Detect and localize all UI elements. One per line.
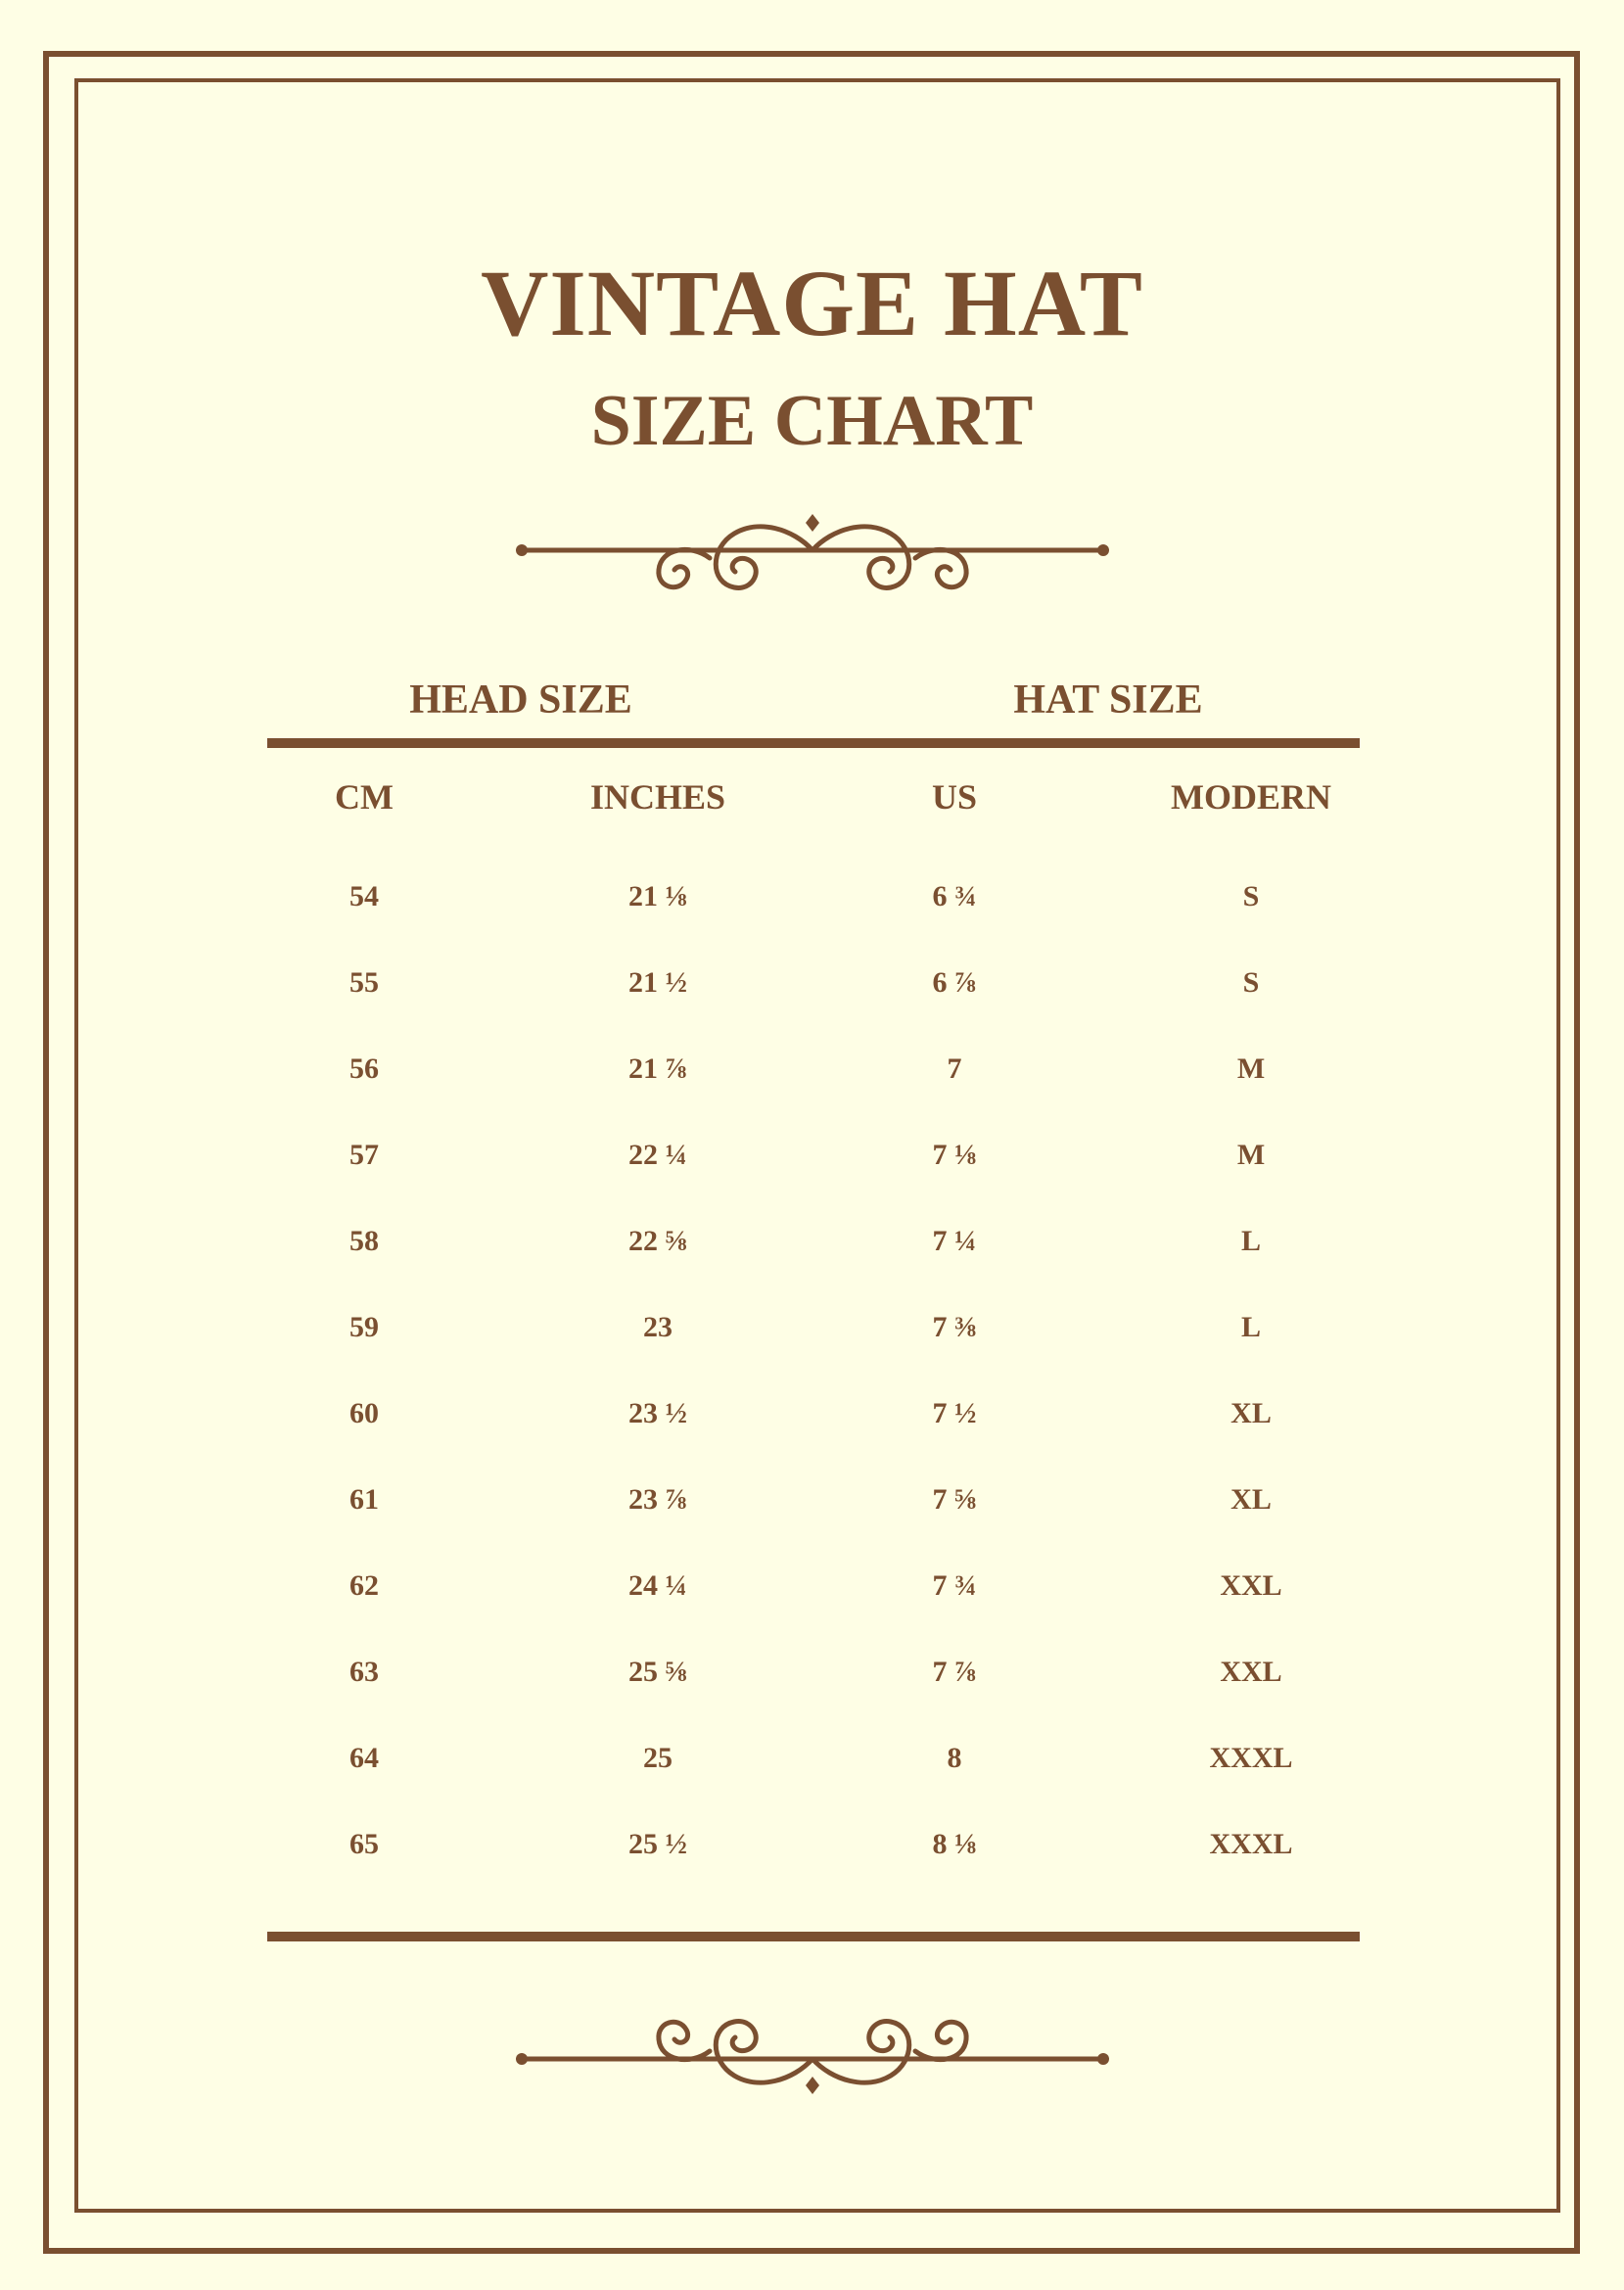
- table-cell-cm: 61: [349, 1483, 379, 1516]
- table-cell-cm: 54: [349, 880, 379, 912]
- table-cell-us: 7 ½: [932, 1397, 977, 1429]
- table-cell-modern: M: [1236, 1139, 1266, 1171]
- table-cell-modern: XXL: [1220, 1656, 1282, 1688]
- table-cell-modern: XL: [1230, 1397, 1272, 1429]
- table-cell-us: 8 ⅛: [932, 1828, 977, 1860]
- table-cell-modern: S: [1242, 966, 1260, 999]
- table-cell-inches: 22 ¼: [628, 1139, 687, 1171]
- flourish-ornament-bottom: [514, 1992, 1111, 2100]
- table-cell-modern: XXXL: [1209, 1742, 1293, 1774]
- table-cell-us: 7 ⅝: [932, 1483, 977, 1516]
- table-cell-cm: 65: [349, 1828, 379, 1860]
- table-top-rule: [267, 738, 1360, 748]
- table-cell-cm: 63: [349, 1656, 379, 1688]
- table-cell-inches: 25 ⅝: [628, 1656, 687, 1688]
- table-cell-us: 8: [947, 1742, 962, 1774]
- table-cell-cm: 55: [349, 966, 379, 999]
- table-cell-cm: 59: [349, 1311, 379, 1343]
- table-cell-modern: M: [1236, 1052, 1266, 1085]
- table-bottom-rule: [267, 1932, 1360, 1941]
- page-title: VINTAGE HAT: [481, 251, 1143, 355]
- table-cell-cm: 56: [349, 1052, 379, 1085]
- table-cell-cm: 62: [349, 1569, 379, 1602]
- table-cell-inches: 21 ⅛: [628, 880, 687, 912]
- table-cell-modern: L: [1240, 1311, 1261, 1343]
- table-cell-modern: XL: [1230, 1483, 1272, 1516]
- table-cell-cm: 64: [349, 1742, 379, 1774]
- table-cell-inches: 24 ¼: [628, 1569, 687, 1602]
- column-header-modern: MODERN: [1171, 777, 1331, 817]
- table-cell-inches: 23 ½: [628, 1397, 687, 1429]
- page-subtitle: SIZE CHART: [590, 381, 1034, 461]
- table-cell-us: 6 ⅞: [932, 966, 977, 999]
- table-cell-us: 6 ¾: [932, 880, 977, 912]
- table-cell-us: 7 ⅜: [932, 1311, 977, 1343]
- flourish-ornament-top: [514, 499, 1111, 607]
- hat-size-header: HAT SIZE: [1013, 678, 1203, 723]
- column-header-cm: CM: [335, 777, 394, 817]
- table-cell-cm: 60: [349, 1397, 379, 1429]
- table-cell-modern: XXL: [1220, 1569, 1282, 1602]
- table-cell-us: 7 ¾: [932, 1569, 977, 1602]
- table-cell-us: 7 ⅛: [932, 1139, 977, 1171]
- table-cell-modern: L: [1240, 1225, 1261, 1257]
- table-cell-modern: S: [1242, 880, 1260, 912]
- table-cell-inches: 21 ⅞: [628, 1052, 687, 1085]
- column-header-us: US: [931, 777, 978, 817]
- table-cell-us: 7 ¼: [932, 1225, 977, 1257]
- table-cell-inches: 25 ½: [628, 1828, 687, 1860]
- column-header-inches: INCHES: [589, 777, 726, 817]
- table-cell-inches: 23: [643, 1311, 673, 1343]
- table-cell-us: 7 ⅞: [932, 1656, 977, 1688]
- table-cell-inches: 22 ⅝: [628, 1225, 687, 1257]
- table-cell-cm: 58: [349, 1225, 379, 1257]
- head-size-header: HEAD SIZE: [409, 678, 632, 723]
- table-cell-inches: 21 ½: [628, 966, 687, 999]
- table-cell-modern: XXXL: [1209, 1828, 1293, 1860]
- table-cell-inches: 25: [643, 1742, 673, 1774]
- table-cell-us: 7: [947, 1052, 962, 1085]
- table-cell-inches: 23 ⅞: [628, 1483, 687, 1516]
- table-cell-cm: 57: [349, 1139, 379, 1171]
